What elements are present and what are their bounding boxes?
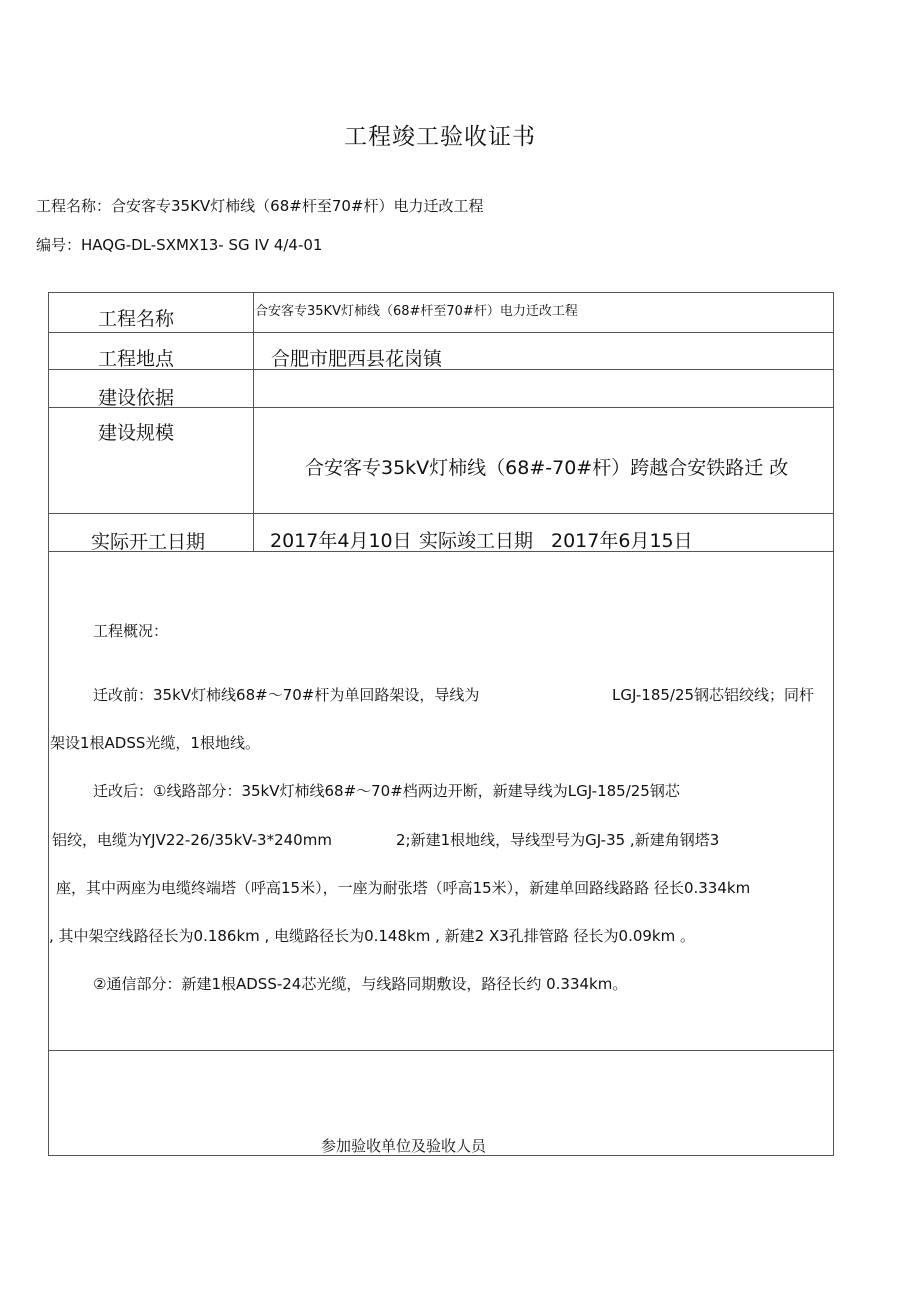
construction-scale-label: 建设规模 <box>98 422 175 444</box>
acceptance-units-heading: 参加验收单位及验收人员 <box>321 1137 487 1155</box>
construction-basis-label: 建设依据 <box>98 387 175 409</box>
construction-scale-value: 合安客专35kV灯柿线（68#-70#杆）跨越合安铁路迁 改 <box>305 457 789 479</box>
overview-communication: ②通信部分：新建1根ADSS-24芯光缆，与线路同期敷设，路径长约 0.334km。 <box>93 975 628 993</box>
overview-before-line-1a: 迁改前：35kV灯柿线68#〜70#杆为单回路架设，导线为 <box>93 686 480 704</box>
project-name-line: 工程名称：合安客专35KV灯柿线（68#杆至70#杆）电力迁改工程 <box>36 197 484 215</box>
row-divider <box>49 513 833 514</box>
project-name-value: 合安客专35KV灯柿线（68#杆至70#杆）电力迁改工程 <box>255 304 578 319</box>
project-name-label: 工程名称 <box>98 308 175 330</box>
actual-start-date-label: 实际开工日期 <box>91 531 206 553</box>
overview-heading: 工程概况： <box>93 622 169 640</box>
overview-before-line-2: 架设1根ADSS光缆，1根地线。 <box>50 734 260 752</box>
actual-end-date-value: 2017年6月15日 <box>551 530 693 552</box>
actual-start-date-value: 2017年4月10日 <box>270 530 412 552</box>
overview-before-line-1b: LGJ-185/25钢芯铝绞线；同杆 <box>612 686 815 704</box>
document-code: 编号：HAQG-DL-SXMX13- SG IV 4/4-01 <box>36 236 323 254</box>
overview-after-line-2b: 2;新建1根地线，导线型号为GJ-35 ,新建角钢塔3 <box>396 831 720 849</box>
overview-after-line-4: , 其中架空线路径长为0.186km , 电缆路径长为0.148km , 新建2 X3孔排管路 径长为0.09km 。 <box>49 927 695 945</box>
project-location-label: 工程地点 <box>98 348 175 370</box>
overview-after-line-3: 座，其中两座为电缆终端塔（呼高15米），一座为耐张塔（呼高15米），新建单回路线路路 径长0.334km <box>56 879 751 897</box>
overview-after-line-2a: 铝绞，电缆为YJV22-26/35kV-3*240mm <box>52 831 332 849</box>
actual-end-date-label: 实际竣工日期 <box>419 530 534 552</box>
acceptance-table <box>48 292 834 1156</box>
document-title: 工程竣工验收证书 <box>344 124 536 150</box>
overview-after-line-1: 迁改后：①线路部分：35kV灯柿线68#〜70#档两边开断，新建导线为LGJ-185/25钢芯 <box>93 782 680 800</box>
project-location-value: 合肥市肥西县花岗镇 <box>271 348 443 370</box>
row-divider <box>49 1050 833 1051</box>
row-divider <box>49 332 833 333</box>
column-divider <box>253 293 254 551</box>
